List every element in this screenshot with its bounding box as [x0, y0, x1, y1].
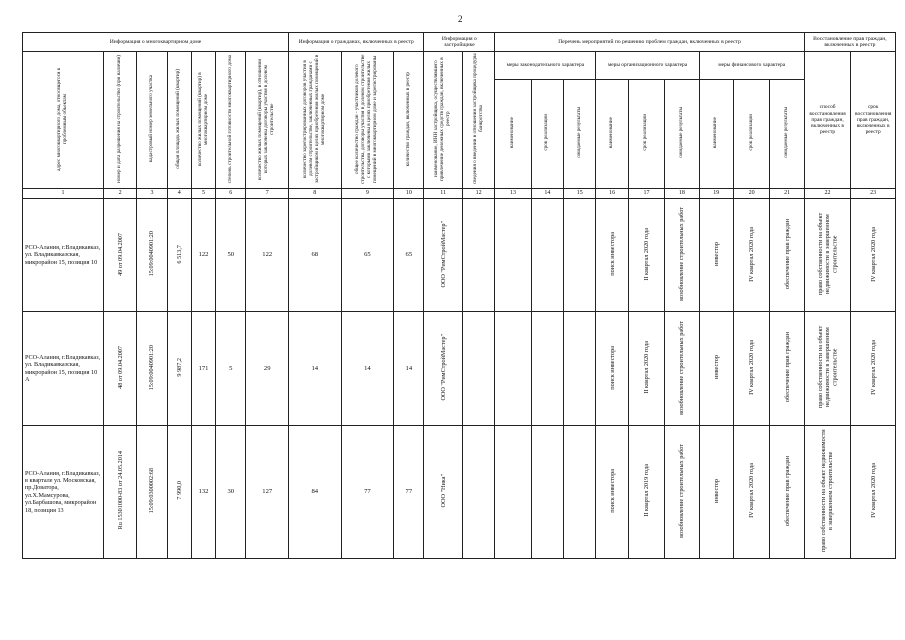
cell-restore-method-text: право собственности на объект недвижимости в завершенном строительстве: [816, 326, 839, 409]
column-number: 5: [191, 189, 215, 199]
cell-fin-result: [770, 199, 804, 312]
cell-org-name-text: поиск инвестора: [608, 345, 616, 390]
cell-participants: 65: [341, 199, 394, 312]
cell-bankruptcy: [462, 199, 494, 312]
cell-cadastral-text: 15:09:0300002:68: [148, 467, 156, 514]
problem-objects-table: [22, 32, 896, 559]
cell-org-name: [596, 199, 628, 312]
cell-area-text: 7 990,0: [175, 481, 183, 500]
cell-fin-name-text: инвестор: [712, 242, 720, 266]
column-number-row: [23, 189, 896, 199]
cell-fin-result-text: обеспечение прав граждан: [783, 455, 791, 526]
header-fin-name: наименование: [699, 80, 733, 189]
cell-org-name-text: поиск инвестора: [608, 468, 616, 513]
cell-cadastral: [137, 312, 167, 425]
cell-fin-term: [733, 312, 769, 425]
cell-participants: 14: [341, 312, 394, 425]
cell-org-name-text: поиск инвестора: [608, 232, 616, 276]
cell-developer: [424, 199, 462, 312]
column-number: 4: [167, 189, 191, 199]
cell-restore-term-text: IV квартал 2020 года: [869, 463, 877, 519]
cell-legal-result: [564, 199, 596, 312]
cell-org-term-text: II квартал 2020 года: [642, 227, 650, 281]
table-row: [23, 199, 896, 312]
column-number: 19: [699, 189, 733, 199]
header-address: адрес многоквартирного дома, относящегося к проблемным объектам: [23, 52, 104, 189]
cell-fin-name: [699, 312, 733, 425]
cell-org-result-text: возобновление строительных работ: [678, 320, 686, 415]
cell-org-result-text: возобновление строительных работ: [678, 207, 686, 301]
cell-cadastral: [137, 425, 167, 558]
cell-org-name: [596, 425, 628, 558]
header-fin-result: ожидаемые результаты: [770, 80, 804, 189]
column-number: 21: [770, 189, 804, 199]
cell-readiness: 50: [216, 199, 246, 312]
header-fin-measures: меры финансового характера: [699, 52, 804, 80]
cell-restore-method-text: право собственности на объект недвижимости в завершенном строительстве: [820, 429, 835, 552]
header-permit: номер и дата разрешения на строительство (при наличии): [103, 52, 136, 189]
cell-developer-text: ООО "РимСтройМастер": [439, 220, 447, 288]
cell-org-result: [665, 199, 699, 312]
column-number: 17: [628, 189, 664, 199]
cell-registered-contracts: 84: [288, 425, 341, 558]
column-number: 3: [137, 189, 167, 199]
cell-area: [167, 199, 191, 312]
group-restoration: Восстановление прав граждан, включенных в реестр: [804, 33, 895, 52]
cell-org-term: [628, 312, 664, 425]
cell-org-result: [665, 425, 699, 558]
cell-fin-name: [699, 425, 733, 558]
table-row: [23, 425, 896, 558]
header-legal-term: срок реализации: [531, 80, 563, 189]
cell-contracted: 122: [246, 199, 289, 312]
cell-restore-method: [804, 199, 851, 312]
cell-fin-term-text: IV квартал 2020 года: [748, 339, 756, 395]
header-legal-name: наименование: [495, 80, 531, 189]
cell-fin-result-text: обеспечение прав граждан: [783, 219, 791, 289]
cell-registered-contracts: 68: [288, 199, 341, 312]
cell-in-registry: 65: [394, 199, 424, 312]
cell-fin-result: [770, 312, 804, 425]
header-org-result: ожидаемые результаты: [665, 80, 699, 189]
column-number: 22: [804, 189, 851, 199]
cell-org-term: [628, 425, 664, 558]
cell-legal-name: [495, 199, 531, 312]
header-restore-method: способ восстановления прав граждан, включенных в реестр: [804, 52, 851, 189]
column-number: 14: [531, 189, 563, 199]
cell-cadastral-text: 15:09:0040901:20: [148, 344, 156, 391]
cell-readiness: 30: [216, 425, 246, 558]
header-apartments: количество жилых помещений (квартир) в многоквартирном доме: [191, 52, 215, 189]
cell-org-term: [628, 199, 664, 312]
header-legal-result: ожидаемые результаты: [564, 80, 596, 189]
header-participants: общее количество граждан - участников долевого строительства, договоры участия в долевом строительстве с которыми заключены в целях приобретения жилых помещений в многоквартирном доме и зарегистрированы: [341, 52, 394, 189]
cell-legal-result: [564, 425, 596, 558]
header-registered-contracts: количество зарегистрированных договоров участия в долевом строительстве, заключенных гражданами с застройщиком в целях приобретения жилых помещений в многоквартирном доме: [288, 52, 341, 189]
header-area: общая площадь жилых помещений (квартир): [167, 52, 191, 189]
cell-bankruptcy: [462, 425, 494, 558]
cell-restore-term-text: IV квартал 2020 года: [869, 339, 877, 395]
header-contracted: количество жилых помещений (квартир), в отношении которых заключены договоры участия в долевом строительстве: [246, 52, 289, 189]
cell-fin-term: [733, 425, 769, 558]
cell-org-result: [665, 312, 699, 425]
header-readiness: степень строительной готовности многоквартирного дома: [216, 52, 246, 189]
column-number: 20: [733, 189, 769, 199]
cell-restore-method: [804, 425, 851, 558]
cell-address: РСО-Алания, г.Владикавказ, ул. Владикавказская, микрорайон 15, позиция 10 А: [23, 312, 104, 425]
column-number: 18: [665, 189, 699, 199]
cell-apartments: 122: [191, 199, 215, 312]
column-number: 13: [495, 189, 531, 199]
cell-contracted: 127: [246, 425, 289, 558]
column-number: 6: [216, 189, 246, 199]
cell-contracted: 29: [246, 312, 289, 425]
column-number: 11: [424, 189, 462, 199]
cell-fin-term: [733, 199, 769, 312]
cell-participants: 77: [341, 425, 394, 558]
cell-legal-term: [531, 199, 563, 312]
cell-fin-term-text: IV квартал 2020 года: [748, 226, 756, 282]
cell-cadastral-text: 15:09:0040901:20: [148, 231, 156, 277]
column-number: 15: [564, 189, 596, 199]
header-org-term: срок реализации: [628, 80, 664, 189]
cell-fin-result-text: обеспечение прав граждан: [783, 332, 791, 403]
cell-restore-term: [851, 199, 896, 312]
cell-developer: [424, 312, 462, 425]
header-in-registry: количество граждан, включенных в реестр: [394, 52, 424, 189]
cell-fin-term-text: IV квартал 2020 года: [748, 463, 756, 519]
cell-developer: [424, 425, 462, 558]
cell-restore-term-text: IV квартал 2020 года: [869, 226, 877, 282]
cell-legal-result: [564, 312, 596, 425]
cell-developer-text: ООО "РимСтройМастер": [439, 334, 447, 401]
column-number: 10: [394, 189, 424, 199]
cell-address: РСО-Алания, г.Владикавказ, в квартале ул. Московская, пр.Доватора, ул.Х.Мамсурова, ул.Барбашова, микрорайон 18, позиция 13: [23, 425, 104, 558]
group-citizens-info: Информация о гражданах, включенных в реестр: [288, 33, 424, 52]
cell-org-name: [596, 312, 628, 425]
cell-permit: [103, 199, 136, 312]
cell-permit-text: 49 от 09.04.2007: [116, 232, 124, 276]
cell-fin-name-text: инвестор: [712, 478, 720, 503]
header-org-name: наименование: [596, 80, 628, 189]
cell-legal-name: [495, 312, 531, 425]
cell-restore-method-text: право собственности на объект недвижимости в завершенном строительстве: [816, 212, 839, 296]
cell-restore-term: [851, 425, 896, 558]
cell-permit-text: 48 от 09.04.2007: [116, 346, 124, 389]
column-number: 23: [851, 189, 896, 199]
cell-bankruptcy: [462, 312, 494, 425]
column-number: 1: [23, 189, 104, 199]
cell-area: [167, 312, 191, 425]
cell-registered-contracts: 14: [288, 312, 341, 425]
header-cadastral: кадастровый номер земельного участка: [137, 52, 167, 189]
cell-developer-text: ООО "Ника": [439, 473, 447, 508]
group-measures: Перечень мероприятий по решению проблем граждан, включенных в реестр: [495, 33, 805, 52]
cell-readiness: 5: [216, 312, 246, 425]
cell-apartments: 171: [191, 312, 215, 425]
column-number: 16: [596, 189, 628, 199]
column-number: 12: [462, 189, 494, 199]
cell-address: РСО-Алания, г.Владикавказ, ул. Владикавказская, микрорайон 15, позиция 10: [23, 199, 104, 312]
cell-org-term-text: II квартал 2020 года: [642, 341, 650, 394]
header-legal-measures: меры законодательного характера: [495, 52, 596, 80]
cell-fin-result: [770, 425, 804, 558]
cell-restore-method: [804, 312, 851, 425]
cell-fin-name: [699, 199, 733, 312]
cell-in-registry: 14: [394, 312, 424, 425]
cell-legal-term: [531, 312, 563, 425]
group-developer-info: Информация о застройщике: [424, 33, 495, 52]
column-number: 9: [341, 189, 394, 199]
cell-in-registry: 77: [394, 425, 424, 558]
cell-permit: [103, 312, 136, 425]
cell-fin-name-text: инвестор: [712, 355, 720, 380]
cell-apartments: 132: [191, 425, 215, 558]
header-bankruptcy: сведения о введении в отношении застройщика процедуры банкротства: [462, 52, 494, 189]
cell-area-text: 9 987,2: [175, 358, 183, 377]
header-restore-term: срок восстановления прав граждан, включенных в реестр: [851, 52, 896, 189]
column-number: 7: [246, 189, 289, 199]
group-house-info: Информация о многоквартирном доме: [23, 33, 289, 52]
cell-legal-term: [531, 425, 563, 558]
cell-permit: [103, 425, 136, 558]
column-number: 8: [288, 189, 341, 199]
cell-org-term-text: II квартал 2019 года: [642, 464, 650, 517]
cell-permit-text: Ru 15301000-83 от 24.05.2014: [116, 451, 124, 530]
cell-area-text: 6 513,7: [175, 244, 183, 264]
header-fin-term: срок реализации: [733, 80, 769, 189]
table-row: [23, 312, 896, 425]
cell-org-result-text: возобновление строительных работ: [678, 443, 686, 538]
column-number: 2: [103, 189, 136, 199]
cell-area: [167, 425, 191, 558]
cell-restore-term: [851, 312, 896, 425]
page-number: 2: [458, 14, 463, 24]
header-org-measures: меры организационного характера: [596, 52, 699, 80]
header-developer: наименование, ИНН застройщика, осуществлявшего привлечение денежных средств граждан, включенных в реестр: [424, 52, 462, 189]
cell-legal-name: [495, 425, 531, 558]
cell-cadastral: [137, 199, 167, 312]
